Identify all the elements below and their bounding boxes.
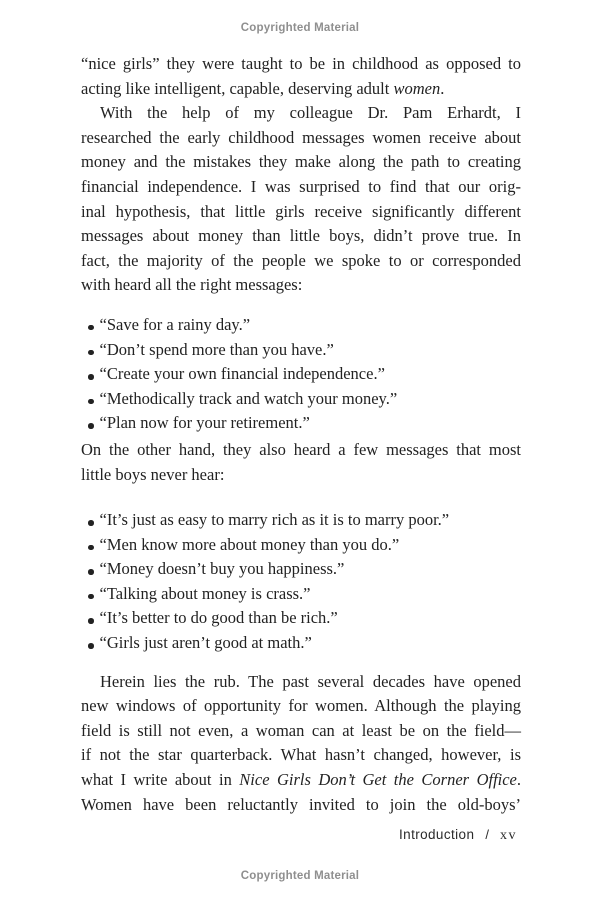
text-line: With the help of my colleague Dr. Pam Erhardt, I [100, 103, 521, 123]
bullet-icon [88, 545, 94, 551]
list-item [81, 338, 521, 363]
bullet-list [81, 508, 521, 656]
list-item [81, 533, 521, 558]
text-line: messages about money than little boys, didn’t prove true. In [81, 226, 521, 246]
footer [399, 826, 517, 844]
bullet-list [81, 313, 521, 436]
list-item-text: “Men know more about money than you do.” [99, 534, 400, 554]
list-item-text: “Create your own financial independence.” [99, 364, 385, 384]
list-item-text: “Don’t spend more than you have.” [99, 339, 334, 359]
list-item [81, 582, 521, 607]
text-line: acting like intelligent, capable, deserving adult women. [81, 78, 445, 98]
footer-section-label: Introduction [399, 827, 475, 842]
list-item [81, 557, 521, 582]
bullet-icon [88, 423, 94, 429]
bullet-icon [88, 594, 94, 600]
paragraph [81, 670, 521, 818]
text-line: what I write about in Nice Girls Don’t Get the Corner Office. [81, 770, 522, 790]
list-item-text: “Methodically track and watch your money.” [99, 388, 398, 408]
text-line: fact, the majority of the people we spoke to or corresponded [81, 250, 521, 270]
list-item [81, 508, 521, 533]
list-item [81, 631, 521, 656]
paragraph [81, 101, 521, 298]
list-item-text: “Plan now for your retirement.” [99, 413, 310, 433]
bullet-icon [88, 520, 94, 526]
bullet-icon [88, 350, 94, 356]
bullet-icon [88, 325, 94, 331]
bullet-icon [88, 399, 94, 405]
list-item-text: “It’s just as easy to marry rich as it is to marry poor.” [99, 510, 450, 530]
paragraph [81, 438, 521, 487]
list-item [81, 411, 521, 436]
text-line: “nice girls” they were taught to be in childhood as opposed to [81, 54, 521, 73]
list-item-text: “Money doesn’t buy you happiness.” [99, 559, 345, 579]
bullet-icon [88, 618, 94, 624]
text-line: financial independence. I was surprised to find that our orig- [81, 176, 521, 196]
text-line: money and the mistakes they make along the path to creating [81, 152, 521, 172]
footer-separator: / [485, 827, 489, 842]
bullet-icon [88, 374, 94, 380]
text-line: inal hypothesis, that little girls receive significantly different [81, 201, 521, 221]
list-item [81, 362, 521, 387]
text-line: field is still not even, a woman can at least be on the field— [81, 720, 521, 740]
paragraph [81, 52, 521, 101]
text-line: Herein lies the rub. The past several decades have opened [100, 671, 521, 691]
list-item-text: “Girls just aren’t good at math.” [99, 633, 312, 653]
page-body [81, 52, 521, 817]
text-line: researched the early childhood messages women receive about [81, 127, 521, 147]
text-line: if not the star quarterback. What hasn’t changed, however, is [81, 745, 521, 765]
bullet-icon [88, 643, 94, 649]
text-line: little boys never hear: [81, 464, 225, 484]
list-item-text: “Talking about money is crass.” [99, 583, 311, 603]
bullet-icon [88, 569, 94, 575]
text-line: new windows of opportunity for women. Although the playing [81, 696, 521, 716]
text-line: Women have been reluctantly invited to join the old-boys’ [81, 794, 521, 814]
copyright-notice-top: Copyrighted Material [240, 22, 360, 34]
list-item [81, 606, 521, 631]
text-line: with heard all the right messages: [81, 275, 303, 295]
list-item-text: “It’s better to do good than be rich.” [99, 608, 338, 628]
list-item [81, 313, 521, 338]
list-item-text: “Save for a rainy day.” [99, 314, 251, 334]
footer-page-number: xv [500, 828, 517, 843]
copyright-notice-bottom: Copyrighted Material [240, 870, 360, 882]
text-line: On the other hand, they also heard a few messages that most [81, 439, 521, 459]
list-item [81, 387, 521, 412]
